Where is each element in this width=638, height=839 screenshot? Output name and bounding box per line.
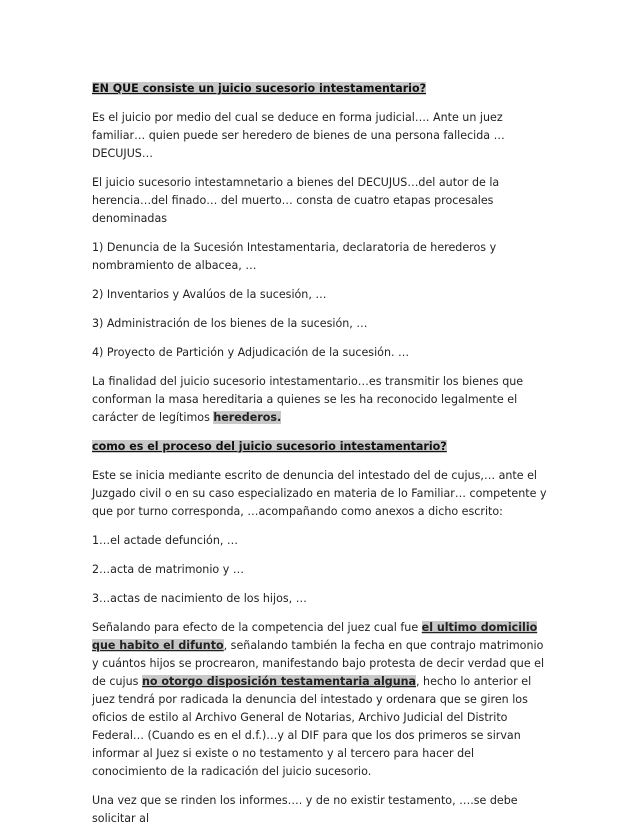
no-testamento-bold: no otorgo disposición testamentaria alguna	[141, 675, 416, 688]
heading-que-consiste	[92, 80, 548, 98]
stage-item-3: 3) Administración de los bienes de la sucesión, …	[92, 317, 368, 330]
heading-proceso	[92, 438, 548, 456]
stage-item-1: 1) Denuncia de la Sucesión Intestamentaria, declaratoria de herederos y nombramiento de albacea, …	[92, 241, 497, 272]
annex-item-2: 2…acta de matrimonio y …	[92, 563, 244, 576]
paragraph-inicio: Este se inicia mediante escrito de denuncia del intestado del de cujus,… ante el Juzgado civil o en su caso especializado en materia de lo Familiar… competente y que por turno corresponda, …acompañando como anexos a dicho escrito:	[92, 469, 547, 518]
ultimo-domicilio-bold: el ultimo domicilio que habito el difunto	[92, 621, 538, 652]
paragraph-competencia	[92, 619, 548, 781]
document-body	[92, 80, 548, 839]
annex-item-3: 3…actas de nacimiento de los hijos, …	[92, 592, 307, 605]
competencia-text-a: Señalando para efecto de la competencia del juez cual fue	[92, 621, 422, 634]
stage-item-4: 4) Proyecto de Partición y Adjudicación de la sucesión. …	[92, 346, 410, 359]
competencia-text-e: , hecho lo anterior el juez tendrá por radicada la denuncia del intestado y ordenara que se giren los oficios de estilo al Archivo General de Notarias, Archivo Judicial del Distrito Federal… (Cuando es en el d.f.)…y al DIF para que los dos primeros se sirvan informar al Juez si existe o no testamento y al tercero para hacer del conocimiento de la radicación del juicio sucesorio.	[92, 675, 532, 778]
competencia-text-c: , señalando también la fecha en que contrajo matrimonio y cuántos hijos se procrearon, manifestando bajo protesta de decir verdad que el de cujus	[92, 639, 545, 688]
heading-text: como es el proceso del juicio sucesorio intestamentario?	[92, 440, 447, 453]
paragraph-informes: Una vez que se rinden los informes…. y de no existir testamento, ….se debe solicitar al	[92, 794, 518, 825]
annex-item-1: 1…el actade defunción, …	[92, 534, 239, 547]
paragraph-stages-intro: El juicio sucesorio intestamnetario a bienes del DECUJUS…del autor de la herencia…del finado… del muerto… consta de cuatro etapas procesales denominadas	[92, 176, 500, 225]
heading-text: EN QUE consiste un juicio sucesorio intestamentario?	[92, 82, 427, 95]
stage-item-2: 2) Inventarios y Avalúos de la sucesión, …	[92, 288, 327, 301]
paragraph-finalidad	[92, 373, 548, 427]
herederos-bold: herederos.	[213, 411, 282, 424]
paragraph-definition: Es el juicio por medio del cual se deduce en forma judicial…. Ante un juez familiar… quien puede ser heredero de bienes de una persona fallecida …DECUJUS…	[92, 111, 505, 160]
finalidad-text: La finalidad del juicio sucesorio intestamentario…es transmitir los bienes que conforman la masa hereditaria a quienes se les ha reconocido legalmente el carácter de legítimos	[92, 375, 524, 424]
